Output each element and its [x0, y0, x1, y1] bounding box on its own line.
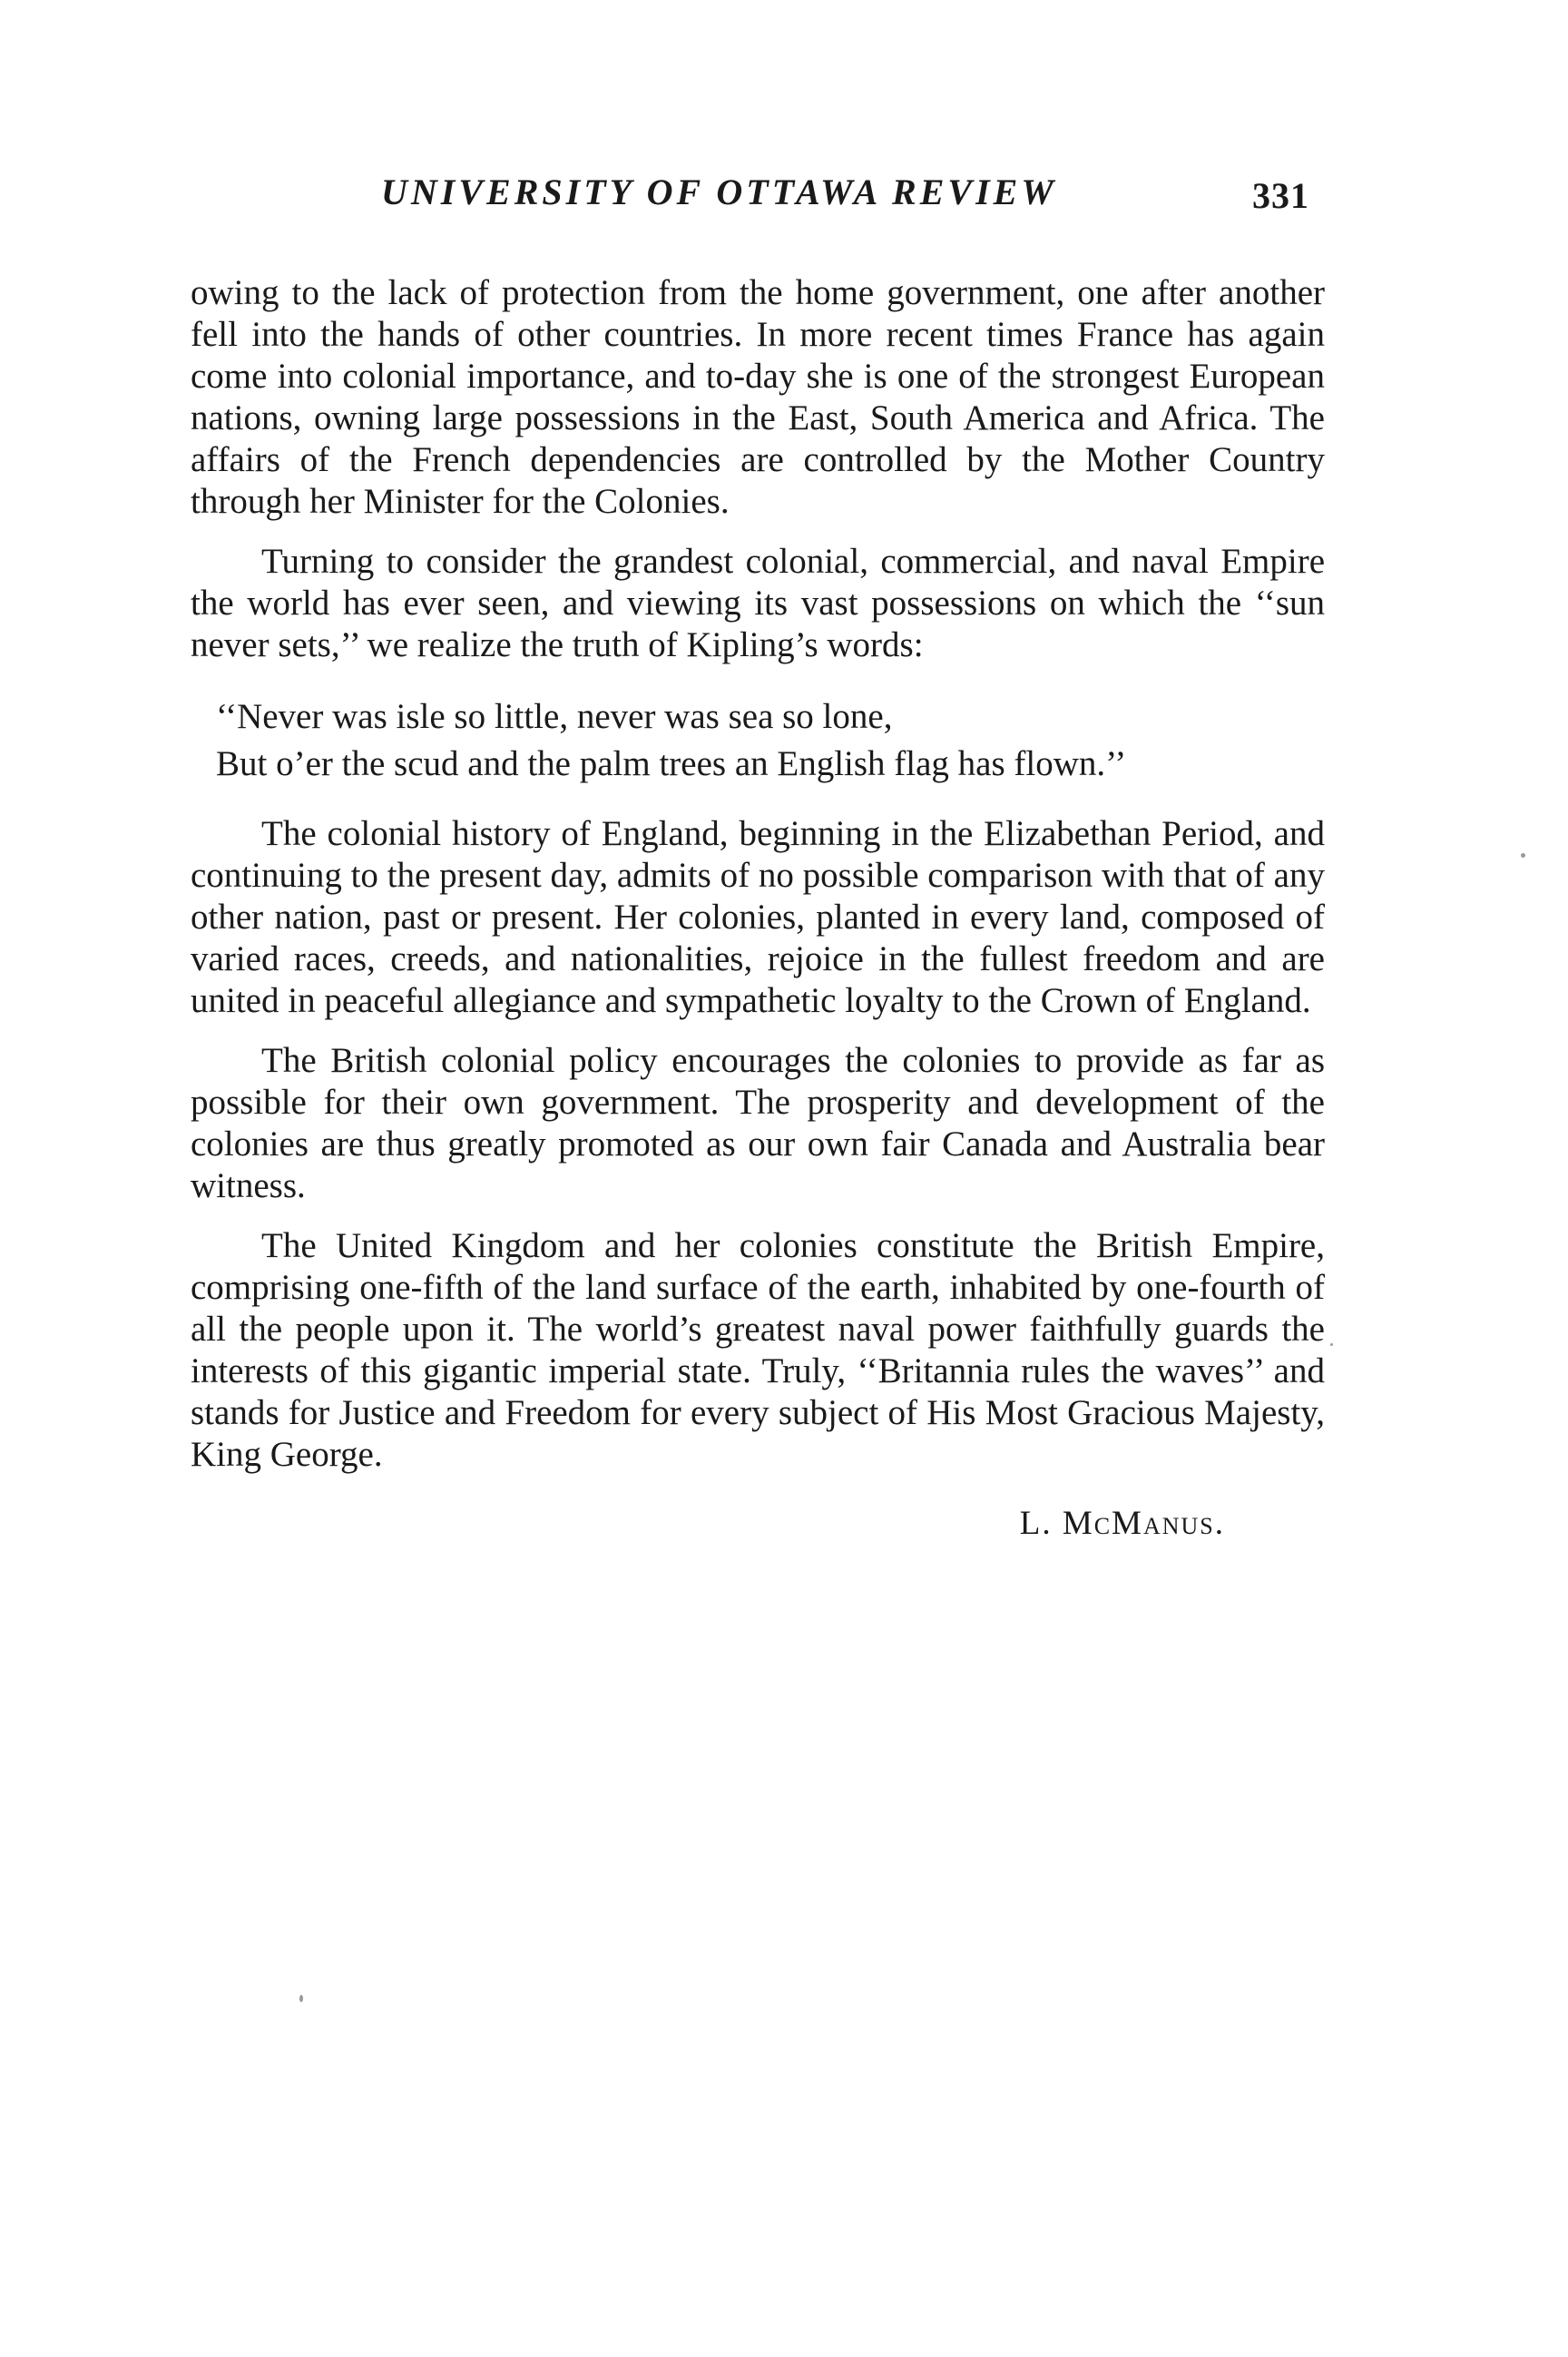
page-number: 331	[1252, 175, 1309, 216]
scan-speck	[299, 1995, 303, 2002]
quote-line-2: But o’er the scud and the palm trees an English flag has flown.’’	[216, 744, 1127, 783]
running-header	[0, 171, 1568, 225]
paragraph-4: The British colonial policy encourages the colonies to provide as far as possible for their own government. The prosperity and development of the colonies are thus greatly promoted as our own fair Canada and Australia bear witness.	[191, 1041, 1325, 1205]
quote-line-1: ‘‘Never was isle so little, never was sea so lone,	[216, 697, 893, 736]
article-body	[191, 272, 1325, 1545]
paragraph-2: Turning to consider the grandest colonial, commercial, and naval Empire the world has ever seen, and viewing its vast possessions on which the ‘‘sun never sets,’’ we realize the truth of Kipling’s words:	[191, 542, 1325, 664]
running-title: UNIVERSITY OF OTTAWA REVIEW	[381, 172, 1057, 212]
scan-speck	[1330, 1343, 1333, 1346]
paragraph-5: The United Kingdom and her colonies constitute the British Empire, comprising one-fifth of the land surface of the earth, inhabited by one-fourth of all the people upon it. The world’s greatest naval power faithfully guards the interests of this gigantic imperial state. Truly, ‘‘Britannia rules the waves’’ and stands for Justice and Freedom for every subject of His Most Gracious Majesty, King George.	[191, 1226, 1325, 1474]
author-signature: L. McManus.	[1019, 1505, 1225, 1542]
kipling-quote	[216, 693, 1325, 788]
scan-speck	[1521, 853, 1525, 858]
paragraph-3: The colonial history of England, beginning in the Elizabethan Period, and continuing to the present day, admits of no possible comparison with that of any other nation, past or present. Her colonies, planted in every land, composed of varied races, creeds, and nationalities, rejoice in the fullest freedom and are united in peaceful allegiance and sympathetic loyalty to the Crown of England.	[191, 814, 1325, 1020]
paragraph-1: owing to the lack of protection from the home government, one after another fell into the hands of other countries. In more recent times France has again come into colonial importance, and to-day she is one of the strongest European nations, owning large possessions in the East, South America and Africa. The affairs of the French dependencies are controlled by the Mother Country through her Minister for the Colonies.	[191, 273, 1325, 521]
